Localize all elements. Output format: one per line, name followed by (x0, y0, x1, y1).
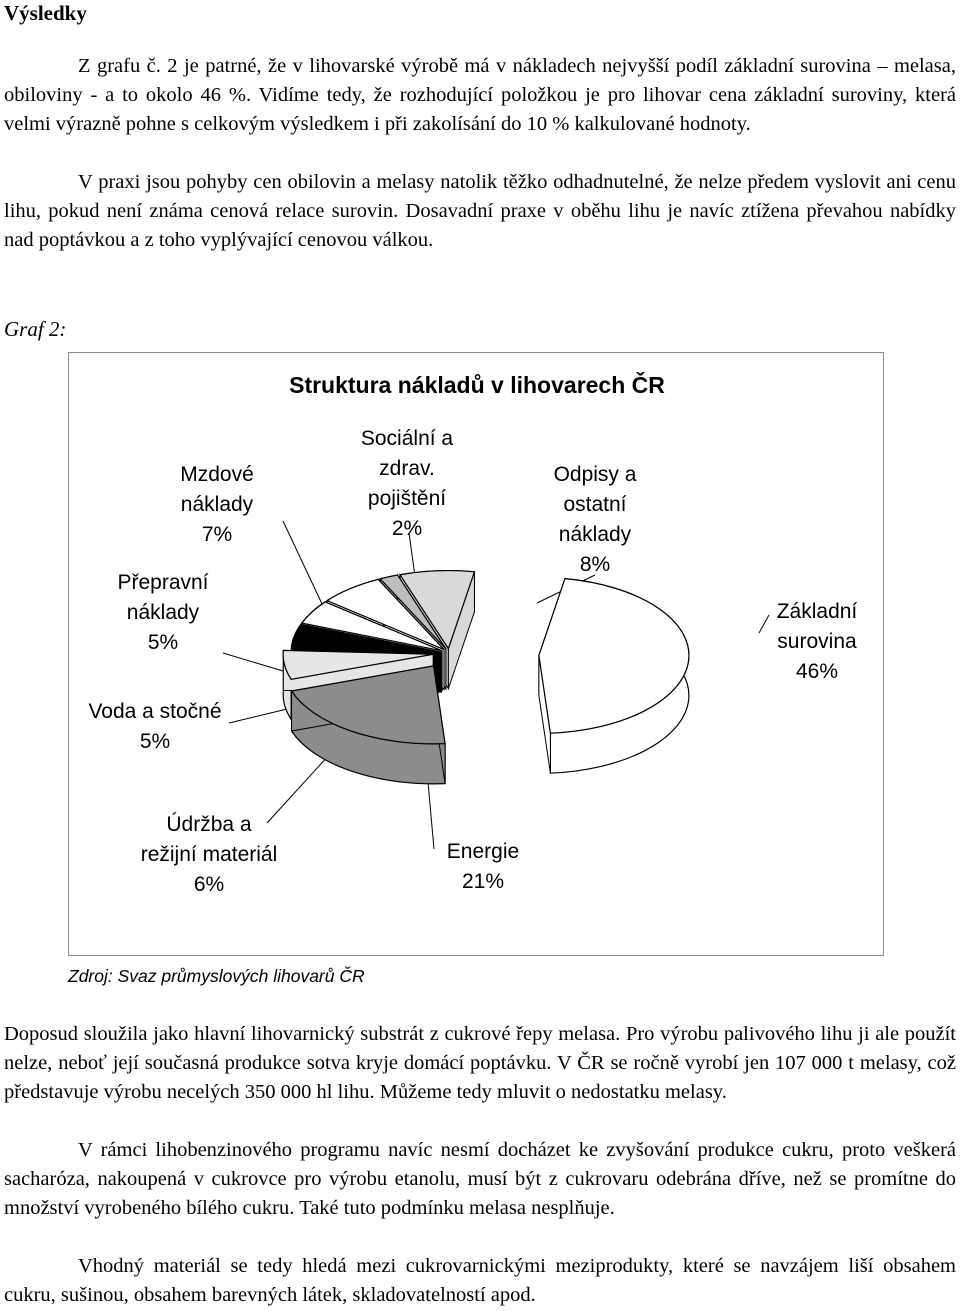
leader-line (759, 615, 769, 633)
slice-label-line: 2% (391, 517, 423, 540)
slice-label-line: Sociální a (360, 427, 454, 450)
slice-label-line: ostatní (563, 493, 627, 516)
leader-line (223, 653, 283, 671)
slice-label-line: Energie (446, 840, 520, 863)
slice-label-line: pojištění (367, 487, 447, 510)
pie-chart-svg (69, 353, 884, 956)
slice-label-line: režijní materiál (140, 843, 278, 866)
paragraph-3: Doposud sloužila jako hlavní lihovarnický substrát z cukrové řepy melasa. Pro výrobu palivového lihu ji ale použít nelze, neboť její současná produkce sotva kryje domácí poptávku. V ČR se ročně vyrobí jen 107 000 t melasy, což představuje výrobu necelých 350 000 hl lihu. Můžeme tedy mluvit o nedostatku melasy. (4, 1023, 956, 1103)
slice-label (361, 427, 454, 540)
slice-label-line: Odpisy a (553, 463, 637, 486)
slice-label-line: 8% (579, 553, 611, 576)
slice-label-line: zdrav. (379, 457, 435, 480)
section-heading: Výsledky (4, 1, 87, 25)
chart-source: Zdroj: Svaz průmyslových lihovarů ČR (68, 966, 365, 986)
slice-label-line: 21% (461, 870, 505, 893)
slice-label-line: Údržba a (166, 813, 252, 836)
leader-line (229, 709, 287, 723)
slice-label-line: Přepravní (117, 571, 209, 594)
slice-label-line: 5% (147, 631, 179, 654)
graph-label: Graf 2: (4, 317, 67, 341)
slice-label-line: 7% (201, 523, 233, 546)
slice-label-line: Mzdové (180, 463, 254, 486)
slice-label-line: 5% (139, 730, 171, 753)
slice-label (554, 463, 637, 576)
slice-label-line: surovina (777, 630, 857, 653)
slice-label (777, 600, 858, 683)
slice-label-line: náklady (126, 601, 200, 624)
slice-label (447, 840, 519, 893)
slice-label-line: 6% (193, 873, 225, 896)
paragraph-1: Z grafu č. 2 je patrné, že v lihovarské výrobě má v nákladech nejvyšší podíl základní surovina – melasa, obiloviny - a to okolo 46 %. Vidíme tedy, že rozhodující položkou je pro lihovar cena základní suroviny, která velmi výrazně pohne s celkovým výsledkem i při zakolísání do 10 % kalkulované hodnoty. (4, 55, 956, 135)
paragraph-2: V praxi jsou pohyby cen obilovin a melasy natolik těžko odhadnutelné, že nelze předem vyslovit ani cenu lihu, pokud není známa cenová relace surovin. Dosavadní praxe v oběhu lihu je navíc ztížena převahou nabídky nad poptávkou a z toho vyplývající cenovou válkou. (4, 171, 956, 251)
slice-label (117, 571, 208, 654)
slice-label-line: Voda a stočné (88, 700, 222, 723)
slice-label (141, 813, 278, 896)
slice-label-line: 46% (795, 660, 839, 683)
pie-chart (68, 352, 884, 956)
slice-label-line: náklady (180, 493, 254, 516)
paragraph-4: V rámci lihobenzinového programu navíc nesmí docházet ke zvyšování produkce cukru, proto veškerá sacharóza, nakoupená v cukrovce pro výrobu etanolu, musí být z cukrovaru odebrána dříve, než se promítne do množství vyrobeného bílého cukru. Také tuto podmínku melasa nesplňuje. (4, 1139, 956, 1219)
paragraph-5: Vhodný materiál se tedy hledá mezi cukrovarnickými meziprodukty, které se navzájem liší obsahem cukru, sušinou, obsahem barevných látek, skladovatelností apod. (4, 1255, 956, 1306)
slice-label-line: náklady (558, 523, 632, 546)
slice-label-line: Základní (776, 600, 858, 623)
slice-label (180, 463, 254, 546)
slice-label (88, 700, 221, 753)
chart-title: Struktura nákladů v lihovarech ČR (289, 372, 665, 398)
